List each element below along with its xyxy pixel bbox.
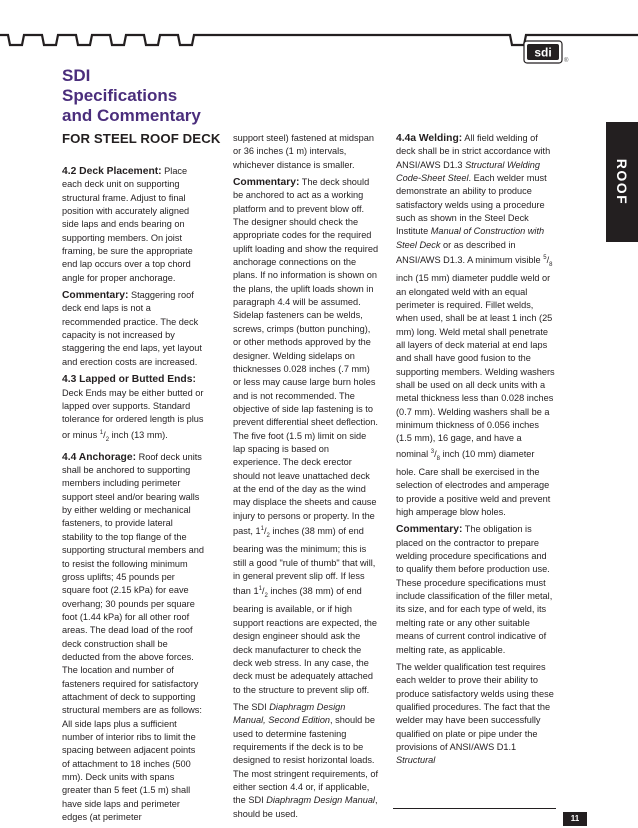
document-title bbox=[62, 66, 222, 126]
text-column-3 bbox=[396, 132, 556, 772]
commentary-4-4-heading: Commentary: bbox=[233, 177, 300, 189]
registered-mark: ® bbox=[564, 58, 569, 64]
section-4-4-heading: 4.4 Anchorage: bbox=[62, 451, 137, 463]
text-column-2 bbox=[233, 132, 379, 825]
section-4-2-body: Place each deck unit on supporting structural frame. Adjust to final position with accurately aligned side laps and ends bearing on supporting members. On joist framing, be sure the appropriate end lap occurs over a top chord angle for proper anchorage. bbox=[62, 166, 193, 283]
roof-tab-label: ROOF bbox=[614, 158, 630, 206]
fraction-numerator: 1 bbox=[260, 525, 264, 532]
commentary-4-2-body: Staggering roof deck end laps is not a recommended practice. The deck capacity is not increased by staggering the end laps, yet layout and erection costs are increased. bbox=[62, 290, 202, 367]
section-4-4-continued: support steel) fastened at midspan or 36 inches (1 m) intervals, whichever distance is smaller. bbox=[233, 133, 374, 170]
diaphragm-paragraph bbox=[233, 701, 379, 821]
welder-qualification-text: The welder qualification test requires each welder to prove their ability to produce satisfactory welds using these qualified procedures. The fact that the welder may have been successfully qualified on plate or pipe under the provisions of ANSI/AWS D1.1 bbox=[396, 661, 554, 752]
section-4-4 bbox=[62, 451, 204, 825]
commentary-4-4-body: The deck should be anchored to act as a working platform and to prevent blow off. The designer should check the appropriate codes for the required uplift loading and show the required anchorage connections on the plans. If no information is shown on the plans, the uplift loads shown in paragraph 4.4 will be assumed. Sidelap fasteners can be welds, screws, crimps (button punching), or other methods approved by the designer. Welding sidelaps on thicknesses 0.028 inches (.7 mm) or less may cause large burn holes and is not recommended. The objective of side lap fastening is to prevent differential sheet deflection. The five foot (1.5 m) limit on side lap spacing is based on experience. The deck erector should not leave unattached deck at the end of the day as the wind may displace the sheets and cause injury to persons or property. In the past, bbox=[233, 177, 379, 537]
section-4-3-body-end: inch (13 mm). bbox=[111, 429, 168, 440]
fraction-denominator: 8 bbox=[436, 455, 440, 462]
commentary-4-4-body-end: inches (38 mm) of end bearing is available, or if high support reactions are expected, the design engineer should ask the deck manufacturer to check the deck web stress. In any case, the deck must be adequately attached to the structure to prevent slip off. bbox=[233, 586, 378, 695]
fraction-denominator: 2 bbox=[266, 532, 270, 539]
fraction-denominator: 2 bbox=[105, 436, 110, 443]
document-subtitle: FOR STEEL ROOF DECK bbox=[62, 131, 221, 146]
section-4-4a-body-4: inch (15 mm) diameter puddle weld or an elongated weld with an equal perimeter is required. Fillet welds, when used, shall be at least 1 inch (25 mm) long. Weld metal shall penetrate all layers of deck material at end laps and shall have good fusion to the supporting members. Welding washers shall be used on all deck units with a metal thickness less than 0.028 inches (0.7 mm). Welding washers shall be a minimum thickness of 0.056 inches (1.5 mm), 16 gage, and have a nominal bbox=[396, 273, 555, 459]
section-4-4a-heading: 4.4a Welding: bbox=[396, 133, 463, 144]
diaphragm-manual-title: Diaphragm Design Manual, Second Edition bbox=[233, 701, 346, 726]
section-4-3-heading: 4.3 Lapped or Butted Ends: bbox=[62, 374, 196, 386]
section-4-4a: 4.4a Welding: All field welding of deck shall be in strict accordance with ANSI/AWS D1.3 Structural Welding Code-Sheet Steel. Each welder must demonstrate an ability to produce satisfactory welds using a procedure such as shown in the Steel Deck Institute Manual of Construction with Steel Deck or as described in ANSI/AWS D1.3. A minimum visible $^5/_8$ inch (15 mm) diameter puddle weld or an elongated weld with an equal perimeter is required. Fillet welds, when used, shall be at least 1 inch (25 mm) long. Weld metal shall penetrate all layers of deck material at end laps and shall have good fusion to the supporting members. Welding washers shall be used on all deck units with a metal thickness less than 0.028 inches (0.7 mm). Welding washers shall be a minimum thickness of 0.056 inches (1.5 mm), 16 gage, and have a nominal $^3/_8$ inch (10 mm) diameter hole. Care shall be exercised in the selection of electrodes and amperage to provide a positive weld and prevent high amperage blow holes. bbox=[396, 133, 555, 518]
commentary-4-4a bbox=[396, 523, 556, 656]
commentary-4-4a-body: The obligation is placed on the contractor to prepare welding procedure specifications and to qualify them before production use. These procedure specifications must include classification of the filler metal, its size, and for each type of weld, its melting rate or any other suitable means of current control indicative of melting rate, as applicable. bbox=[396, 524, 553, 655]
diaphragm-manual-title-2: Diaphragm Design Manual bbox=[266, 795, 375, 806]
commentary-4-4: Commentary: The deck should be anchored to act as a working platform and to prevent blow off. The designer should check the appropriate codes for the required uplift loading and show the required anchorage connections on the plans. If no information is shown on the plans, the uplift loads shown in paragraph 4.4 will be assumed. Sidelap fasteners can be welds, screws, crimps (button punching), or other methods approved by the designer. Welding sidelaps on thicknesses 0.028 inches (.7 mm) or less may cause large burn holes and is not recommended. The objective of side lap fastening is to prevent differential sheet deflection. The five foot (1.5 m) limit on side lap spacing is based on experience. The deck erector should not leave unattached deck at the end of the day as the wind may displace the sheets and cause injury to persons or property. In the past, $1^1/_2$ inches (38 mm) of end bearing was the minimum; this is still a good "rule of thumb" that will, in general prevent slip off. If less than $1^1/_2$ inches (38 mm) of end bearing is available, or if high support reactions are expected, the design engineer should ask the deck manufacturer to check the deck web stress. In any case, the deck must be adequately attached to the structure to prevent slip off. bbox=[233, 177, 379, 695]
diaphragm-text-mid: , should be used to determine fastening requirements if the deck is to be designed to resist horizontal loads. The most stringent requirements, of either section 4.4 or, if applicable, the SDI bbox=[233, 715, 379, 806]
text-column-1 bbox=[62, 165, 204, 828]
mixed-number-whole: 1 bbox=[253, 586, 259, 597]
commentary-4-4a-heading: Commentary: bbox=[396, 524, 463, 536]
section-4-4a-body: All field welding of deck shall be in strict accordance with ANSI/AWS D1.3 bbox=[396, 133, 551, 170]
footer-rule bbox=[393, 808, 556, 809]
section-4-4a-body-3: or as described in ANSI/AWS D1.3. A minimum visible bbox=[396, 239, 541, 266]
mixed-number-whole: 1 bbox=[255, 526, 261, 537]
diaphragm-text: The SDI bbox=[233, 701, 267, 712]
structural-code-title: Structural bbox=[396, 755, 436, 766]
title-line-2: Specifications bbox=[62, 86, 178, 105]
fraction-denominator: 8 bbox=[549, 261, 553, 268]
title-line-1: SDI bbox=[62, 66, 91, 85]
fraction-numerator: 5 bbox=[543, 255, 547, 262]
page-number: 11 bbox=[563, 812, 587, 826]
welder-qualification-paragraph bbox=[396, 661, 556, 768]
diaphragm-text-end: , should be used. bbox=[233, 795, 378, 819]
section-4-3-body: Deck Ends may be either butted or lapped over supports. Standard tolerance for ordered length is plus or minus bbox=[62, 387, 204, 440]
commentary-4-2-heading: Commentary: bbox=[62, 290, 129, 302]
manual-of-construction-title: Manual of Construction with Steel Deck bbox=[396, 226, 545, 250]
fraction-numerator: 1 bbox=[99, 429, 104, 436]
sdi-logo bbox=[523, 40, 563, 64]
fraction-denominator: 2 bbox=[264, 593, 268, 600]
title-line-3: and Commentary bbox=[62, 106, 201, 125]
section-4-2-heading: 4.2 Deck Placement: bbox=[62, 166, 162, 177]
sdi-logo-text: sdi bbox=[534, 45, 552, 60]
section-4-4a-body-2: . Each welder must demonstrate an ability to produce satisfactory welds using a procedure such as shown in the Steel Deck Institute bbox=[396, 173, 547, 237]
commentary-4-4-body-mid: inches (38 mm) of end bearing was the minimum; this is still a good "rule of thumb" that will, in general prevent slip off. If less than bbox=[233, 526, 376, 597]
roof-section-tab bbox=[606, 122, 638, 242]
section-4-4a-body-5: inch (10 mm) diameter hole. Care shall be exercised in the selection of electrodes and amperage to provide a positive weld and prevent high amperage blow holes. bbox=[396, 448, 551, 518]
welding-code-title: Structural Welding Code-Sheet Steel bbox=[396, 159, 541, 184]
section-4-4-body: Roof deck units shall be anchored to supporting members including perimeter support steel and/or bearing walls by either welding or mechanical fasteners, to provide lateral stability to the top flange of the supporting structural members and to resist the following minimum gross uplifts; 45 pounds per square foot (2.15 kPa) for eave overhang; 30 pounds per square foot (1.44 kPa) for all other roof areas. The dead load of the roof deck construction shall be deducted from the above forces. The location and number of fasteners required for satisfactory attachment of deck to supporting structural members are as follows: All side laps plus a sufficient number of interior ribs to limit the spacing between adjacent points of attachment to 18 inches (500 mm). Deck units with spans greater than 5 feet (1.5 m) shall have side laps and perimeter edges (at perimeter bbox=[62, 451, 204, 823]
commentary-4-2 bbox=[62, 289, 204, 369]
fraction-numerator: 3 bbox=[430, 448, 435, 455]
section-4-3: 4.3 Lapped or Butted Ends: Deck Ends may be either butted or lapped over supports. Standard tolerance for ordered length is plus or minus $^1/_2$ inch (13 mm). bbox=[62, 374, 204, 443]
fraction-numerator: 1 bbox=[258, 586, 262, 593]
section-4-2 bbox=[62, 165, 204, 285]
